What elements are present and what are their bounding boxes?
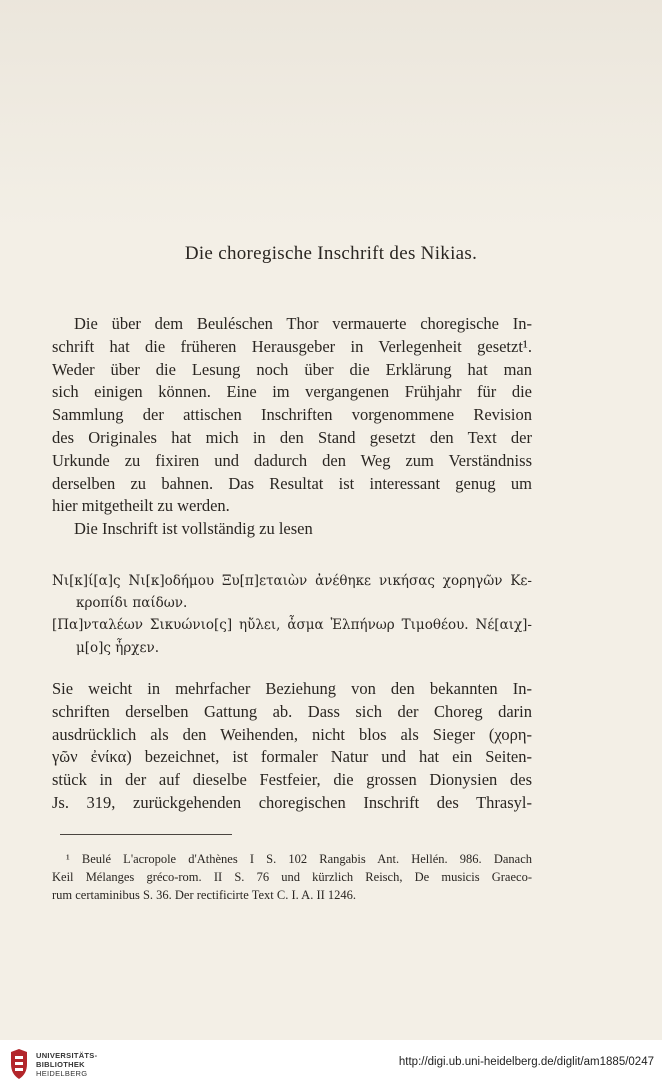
library-logo-icon (8, 1048, 30, 1080)
paragraph-line: ausdrücklich als den Weihenden, nicht blos als Sieger (χορη- (52, 724, 532, 744)
library-name (36, 1051, 97, 1078)
bleed-through-area (0, 0, 662, 230)
paragraph-line: Js. 319, zurückgehenden choregischen Inschrift des Thrasyl- (52, 792, 532, 812)
digitization-footer (0, 1040, 662, 1089)
paragraph-line: Sammlung der attischen Inschriften vorgenommene Revision (52, 405, 532, 425)
paragraph-line: Weder über die Lesung noch über die Erklärung hat man (52, 359, 532, 379)
paragraph-line: Sie weicht in mehrfacher Beziehung von den bekannten In- (52, 679, 532, 698)
paragraph-line: stück in der auf dieselbe Festfeier, die grossen Dionysien des (52, 770, 532, 790)
paragraph-line: sich einigen können. Eine im vergangenen Frühjahr für die (52, 382, 532, 402)
footnote (52, 850, 532, 904)
paragraph-2 (52, 678, 532, 815)
paragraph-line: γῶν ἐνίκα) bezeichnet, ist formaler Natur und hat ein Seiten- (52, 747, 532, 767)
paragraph-line: derselben zu bahnen. Das Resultat ist interessant genug um (52, 473, 532, 493)
inscription-line: Νι[κ]ί[α]ς Νι[κ]οδήμου Ξυ[π]εταιὼν ἀνέθηκε νικήσας χορηγῶν Κε- (52, 573, 532, 589)
footnote-line: rum certaminibus S. 36. Der rectificirte Text C. I. A. II 1246. (52, 888, 357, 902)
library-name-line: HEIDELBERG (36, 1069, 88, 1078)
footnote-line: ¹ Beulé L'acropole d'Athènes I S. 102 Rangabis Ant. Hellén. 986. Danach (66, 852, 532, 866)
greek-inscription (52, 570, 532, 659)
paragraph-line: Die über dem Beuléschen Thor vermauerte choregische In- (74, 314, 532, 333)
paragraph-line: schriften derselben Gattung ab. Dass sich der Choreg darin (52, 701, 532, 721)
library-name-line: BIBLIOTHEK (36, 1060, 85, 1069)
paragraph-line: Urkunde zu fixiren und dadurch den Weg zum Verständniss (52, 450, 532, 470)
permalink-url[interactable]: http://digi.ub.uni-heidelberg.de/diglit/am1885/0247 (398, 1056, 654, 1068)
inscription-line: κροπίδι παίδων. (76, 595, 188, 612)
paragraph-line: schrift hat die früheren Herausgeber in Verlegenheit gesetzt¹. (52, 336, 532, 356)
inscription-line: μ[ο]ς ἦρχεν. (76, 639, 159, 656)
paragraph-line: des Originales hat mich in den Stand gesetzt den Text der (52, 427, 532, 447)
library-name-line: UNIVERSITÄTS- (36, 1051, 98, 1060)
paragraph-1 (52, 313, 532, 541)
paragraph-line: hier mitgetheilt zu werden. (52, 496, 230, 516)
article-title: Die choregische Inschrift des Nikias. (184, 243, 478, 264)
inscription-line: [Πα]νταλέων Σικυώνιο[ς] ηὔλει, ἆσμα Ἐλπήνωρ Τιμοθέου. Νέ[αιχ]- (52, 617, 532, 634)
intro-line: Die Inschrift ist vollständig zu lesen (74, 519, 313, 539)
footnote-line: Keil Mélanges gréco-rom. II S. 76 und kürzlich Reisch, De musicis Graeco- (52, 870, 532, 884)
footnote-rule (60, 834, 232, 835)
